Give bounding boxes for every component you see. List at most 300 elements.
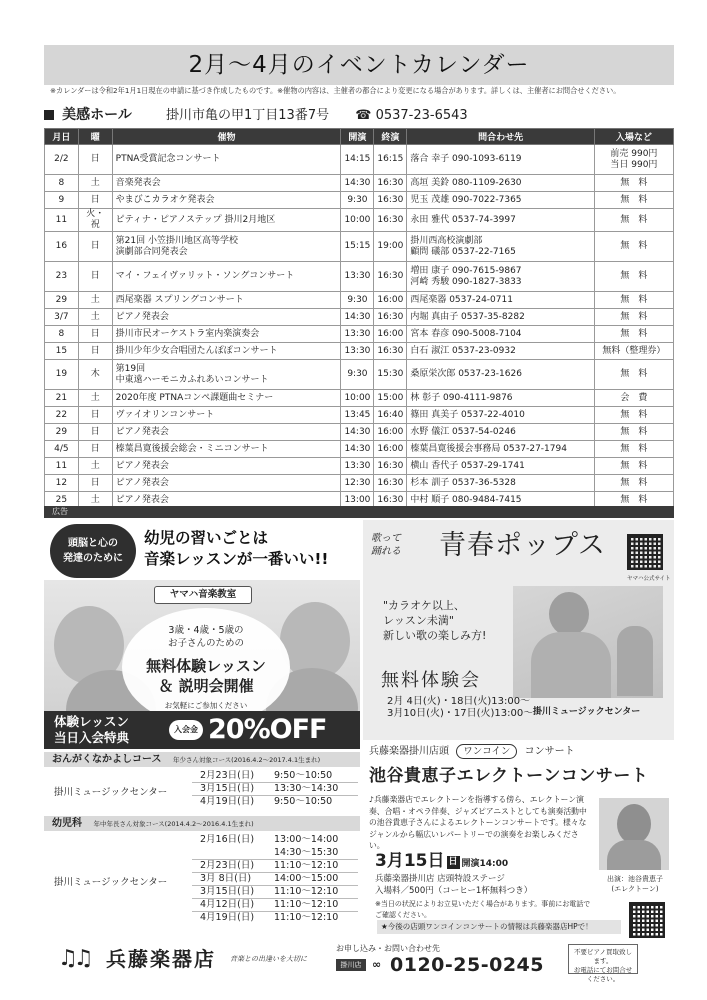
enroll-discount-banner bbox=[44, 711, 360, 749]
cell-event bbox=[112, 292, 341, 309]
cell-dow bbox=[78, 458, 112, 475]
cell-contact-text: 永田 雅代 0537-74-3997 bbox=[410, 214, 516, 225]
cell-start bbox=[341, 441, 374, 458]
row-divider bbox=[192, 782, 358, 783]
cell-fee bbox=[594, 145, 673, 175]
cell-start bbox=[341, 343, 374, 360]
cell-start-text: 9:30 bbox=[347, 294, 368, 305]
cell-date-text: 25 bbox=[55, 494, 68, 505]
cell-dow bbox=[78, 441, 112, 458]
cell-event-text: 2020年度 PTNAコンペ課題曲セミナー bbox=[115, 392, 274, 403]
cell-event bbox=[112, 232, 341, 262]
cell-end-text: 16:40 bbox=[377, 409, 404, 420]
cell-contact-text: 内堀 真由子 0537-35-8282 bbox=[410, 311, 525, 322]
cell-dow-text: 土 bbox=[90, 311, 100, 322]
cell-date bbox=[45, 343, 79, 360]
cell-fee bbox=[594, 192, 673, 209]
cell-end bbox=[374, 292, 407, 309]
schedule-date: 2月16日(日) bbox=[200, 834, 255, 845]
cell-contact bbox=[407, 407, 595, 424]
cell-end bbox=[374, 326, 407, 343]
table-row bbox=[45, 360, 674, 390]
cell-dow-text: 土 bbox=[90, 177, 100, 188]
branch-badge: 掛川店 bbox=[336, 959, 366, 971]
cell-date-text: 11 bbox=[55, 214, 68, 225]
cell-event bbox=[112, 475, 341, 492]
cell-start bbox=[341, 407, 374, 424]
cell-start bbox=[341, 175, 374, 192]
schedule-row bbox=[192, 860, 358, 873]
cell-date bbox=[45, 292, 79, 309]
cell-start bbox=[341, 145, 374, 175]
cell-contact bbox=[407, 232, 595, 262]
cell-start-text: 14:15 bbox=[344, 154, 371, 164]
cell-fee-text: 無 料 bbox=[620, 426, 648, 437]
cell-end-text: 19:00 bbox=[377, 241, 404, 251]
cell-start bbox=[341, 232, 374, 262]
square-bullet-icon bbox=[44, 110, 54, 120]
cell-contact bbox=[407, 360, 595, 390]
venue-phone: 0537-23-6543 bbox=[375, 108, 468, 123]
cell-dow bbox=[78, 424, 112, 441]
trial-date: 3月10日(火)・17日(火)13:00～ bbox=[387, 708, 534, 719]
phone-icon: ☎ bbox=[355, 108, 372, 123]
cell-contact-text: 落合 幸子 090-1093-6119 bbox=[410, 154, 522, 164]
yamaha-school-tag: ヤマハ音楽教室 bbox=[154, 586, 252, 604]
kids-photo bbox=[44, 580, 360, 730]
cell-start bbox=[341, 360, 374, 390]
cell-start-text: 13:30 bbox=[344, 328, 371, 339]
table-row bbox=[45, 441, 674, 458]
cell-date-text: 8 bbox=[58, 177, 65, 188]
cell-end bbox=[374, 262, 407, 292]
cell-fee-text: 無 料 bbox=[620, 294, 648, 305]
cell-date-text: 19 bbox=[55, 369, 68, 379]
cell-dow-text: 日 bbox=[90, 271, 100, 281]
cell-date bbox=[45, 309, 79, 326]
cell-date bbox=[45, 475, 79, 492]
cell-event-text: ピティナ・ピアノステップ 掛川2月地区 bbox=[115, 214, 276, 225]
free-lesson-circle bbox=[122, 608, 290, 726]
kicker-line: 歌って bbox=[371, 533, 401, 544]
cell-start bbox=[341, 475, 374, 492]
cell-event-text: 榛葉昌寛後援会総会・ミニコンサート bbox=[115, 443, 269, 454]
cell-start-text: 15:15 bbox=[344, 241, 371, 251]
concert-description: ♪兵藤楽器店でエレクトーンを指導する傍ら、エレクトーン演奏、合唱・オペラ伴奏、ジャズピアニストとしても演奏活動中の池谷貴恵子さんによるエレクトーンコンサートです。様々なジャンルから幅広いレパートリーでの演奏をお楽しみください。 bbox=[369, 795, 587, 850]
cell-date-text: 15 bbox=[55, 345, 68, 356]
cell-event-text: ピアノ発表会 bbox=[115, 460, 169, 471]
cell-start-text: 14:30 bbox=[344, 177, 371, 188]
cell-dow bbox=[78, 390, 112, 407]
cell-event-text: 掛川市民オーケストラ室内楽演奏会 bbox=[115, 328, 260, 339]
cell-fee bbox=[594, 309, 673, 326]
cell-event-text: 演劇部合同発表会 bbox=[115, 246, 188, 257]
start-time: 開演14:00 bbox=[461, 859, 509, 869]
cell-date-text: 23 bbox=[55, 271, 68, 281]
ad-headline bbox=[144, 528, 358, 570]
cell-end bbox=[374, 458, 407, 475]
cell-date-text: 8 bbox=[58, 328, 65, 339]
cell-start-text: 14:30 bbox=[344, 443, 371, 454]
schedule-time: 9:50～10:50 bbox=[274, 770, 333, 781]
cell-end-text: 16:30 bbox=[377, 311, 404, 322]
cell-dow-text: 木 bbox=[90, 369, 100, 379]
cell-start-text: 10:00 bbox=[344, 392, 371, 403]
cell-date bbox=[45, 390, 79, 407]
join-note: お気軽にご参加ください bbox=[164, 701, 248, 710]
cell-contact bbox=[407, 175, 595, 192]
cell-fee bbox=[594, 424, 673, 441]
cell-end-text: 16:00 bbox=[377, 294, 404, 305]
cell-start-text: 13:00 bbox=[344, 494, 371, 505]
cell-start bbox=[341, 309, 374, 326]
cell-event-text: 西尾楽器 スプリングコンサート bbox=[115, 294, 244, 305]
schedule-time: 13:30～14:30 bbox=[274, 783, 339, 794]
table-row bbox=[45, 262, 674, 292]
cell-dow bbox=[78, 262, 112, 292]
cell-start bbox=[341, 424, 374, 441]
cell-contact-text: 榛葉昌寛後援会事務局 0537-27-1794 bbox=[410, 443, 567, 454]
cell-event-text: ピアノ発表会 bbox=[115, 426, 169, 437]
cell-end-text: 15:00 bbox=[377, 392, 404, 403]
schedule-time: 11:10～12:10 bbox=[274, 899, 339, 910]
cell-contact-text: 中村 順子 080-9484-7415 bbox=[410, 494, 522, 505]
schedule-date: 3月15日(日) bbox=[200, 886, 255, 897]
table-row bbox=[45, 424, 674, 441]
qr-code-icon[interactable] bbox=[627, 534, 663, 570]
cell-event-text: PTNA受賞記念コンサート bbox=[115, 154, 221, 164]
contact-label: お申し込み・お問い合わせ先 bbox=[336, 944, 440, 953]
course-target: 年中年長さん対象コース(2014.4.2～2016.4.1生まれ) bbox=[93, 820, 254, 828]
cell-fee bbox=[594, 175, 673, 192]
age-text: 3歳・4歳・5歳の bbox=[168, 625, 244, 636]
cell-start bbox=[341, 209, 374, 232]
cell-end bbox=[374, 175, 407, 192]
concert-fee: 入場料／500円（コーヒー1杯無料つき） bbox=[375, 886, 533, 896]
free-dial-number[interactable]: 0120-25-0245 bbox=[390, 954, 544, 976]
discount-text: 20%OFF bbox=[208, 714, 327, 745]
cell-contact-text: 高垣 美鈴 080-1109-2630 bbox=[410, 177, 522, 188]
cell-end bbox=[374, 441, 407, 458]
trial-date: 2月 4日(火)・18日(火)13:00～ bbox=[387, 696, 531, 707]
cell-dow-text: 土 bbox=[90, 294, 100, 305]
cell-event-text: 第21回 小笠掛川地区高等学校 bbox=[115, 235, 238, 246]
cell-event bbox=[112, 441, 341, 458]
cell-date-text: 2/2 bbox=[54, 154, 69, 164]
table-row bbox=[45, 292, 674, 309]
cell-contact-text: 杉本 訓子 0537-36-5328 bbox=[410, 477, 516, 488]
cell-end-text: 16:15 bbox=[377, 154, 404, 164]
age-text: お子さんのための bbox=[167, 638, 244, 649]
cell-date-text: 12 bbox=[55, 477, 68, 488]
cell-contact-text: 水野 儀江 0537-54-0246 bbox=[410, 426, 516, 437]
cell-contact-text: 児玉 茂雄 090-7022-7365 bbox=[410, 194, 522, 205]
cell-end bbox=[374, 407, 407, 424]
schedule-date: 4月12日(日) bbox=[200, 899, 255, 910]
cell-date-text: 3/7 bbox=[54, 311, 69, 322]
buyback-line: 不要ピアノ買取致します。 bbox=[574, 948, 632, 965]
qr-code-icon[interactable] bbox=[629, 902, 665, 938]
cell-start bbox=[341, 458, 374, 475]
bubble-line: 頭脳と心の bbox=[68, 538, 118, 549]
cell-start-text: 12:30 bbox=[344, 477, 371, 488]
course-heading bbox=[44, 816, 360, 831]
table-row bbox=[45, 209, 674, 232]
cell-event bbox=[112, 360, 341, 390]
cell-event-text: マイ・フェイヴァリット・ソングコンサート bbox=[115, 271, 295, 281]
electone-concert-ad bbox=[363, 742, 674, 942]
cell-contact-text: 宮本 春彦 090-5008-7104 bbox=[410, 328, 522, 339]
cell-event bbox=[112, 145, 341, 175]
col-header-event: 催物 bbox=[112, 129, 341, 145]
cell-date bbox=[45, 360, 79, 390]
table-header-row bbox=[45, 129, 674, 145]
cell-contact bbox=[407, 262, 595, 292]
cell-end-text: 16:30 bbox=[377, 214, 404, 225]
cell-end-text: 16:30 bbox=[377, 194, 404, 205]
cell-contact bbox=[407, 309, 595, 326]
headline-line: 幼児の習いごとは bbox=[144, 529, 269, 547]
cell-fee-text: 無 料 bbox=[620, 241, 648, 251]
cell-fee-text: 無 料 bbox=[620, 328, 648, 339]
cell-contact bbox=[407, 292, 595, 309]
cell-start-text: 9:30 bbox=[347, 194, 368, 205]
piano-buyback-note bbox=[568, 944, 638, 983]
day-badge: 日 bbox=[448, 857, 458, 867]
cell-contact bbox=[407, 326, 595, 343]
col-header-fee: 入場など bbox=[594, 129, 673, 145]
schedule-date: 4月19日(日) bbox=[200, 796, 255, 807]
music-notes-icon: ♫♫ bbox=[58, 946, 90, 971]
cell-fee-text: 無 料 bbox=[620, 369, 648, 379]
cell-end bbox=[374, 390, 407, 407]
cell-fee-text: 無料（整理券） bbox=[602, 345, 666, 356]
cell-dow bbox=[78, 145, 112, 175]
table-row bbox=[45, 407, 674, 424]
cell-start-text: 13:30 bbox=[344, 271, 371, 281]
cell-start-text: 10:00 bbox=[344, 214, 371, 225]
cell-dow-text: 日 bbox=[90, 409, 100, 420]
cell-fee bbox=[594, 326, 673, 343]
cell-dow-text: 土 bbox=[90, 494, 100, 505]
cell-fee bbox=[594, 475, 673, 492]
cell-end-text: 16:00 bbox=[377, 328, 404, 339]
cell-event bbox=[112, 175, 341, 192]
cell-date bbox=[45, 192, 79, 209]
free-dial-icon: ∞ bbox=[372, 958, 382, 971]
cell-end bbox=[374, 360, 407, 390]
cell-fee-text: 前売 990円 bbox=[610, 148, 658, 159]
headline-line: 音楽レッスンが一番いい!! bbox=[144, 550, 329, 568]
cell-event bbox=[112, 390, 341, 407]
schedule-row bbox=[192, 783, 358, 796]
calendar-title: 2月～4月のイベントカレンダー bbox=[44, 45, 674, 85]
brand-footer bbox=[58, 944, 378, 974]
row-divider bbox=[192, 898, 358, 899]
cell-contact-text: 林 彰子 090-4111-9876 bbox=[410, 392, 513, 403]
cell-dow-text: 土 bbox=[90, 392, 100, 403]
course-schedule bbox=[44, 832, 360, 928]
seishun-pops-ad bbox=[363, 520, 674, 740]
kicker-text: 兵藤楽器掛川店頭 bbox=[369, 746, 449, 757]
course-venue: 掛川ミュージックセンター bbox=[54, 787, 168, 798]
cell-start-text: 9:30 bbox=[347, 369, 368, 379]
concert-note: ※当日の状況によりお立見いただく場合があります。事前にお電話でご確認ください。 bbox=[375, 900, 591, 919]
cell-dow bbox=[78, 175, 112, 192]
cell-dow-text: 日 bbox=[90, 328, 100, 339]
cell-date-text: 9 bbox=[58, 194, 65, 205]
schedule-time: 11:10～12:10 bbox=[274, 912, 339, 923]
cell-end bbox=[374, 309, 407, 326]
cell-fee bbox=[594, 262, 673, 292]
table-row bbox=[45, 192, 674, 209]
cell-fee bbox=[594, 232, 673, 262]
cell-contact bbox=[407, 390, 595, 407]
cell-dow bbox=[78, 326, 112, 343]
cell-start bbox=[341, 292, 374, 309]
cell-date bbox=[45, 326, 79, 343]
cell-end-text: 15:30 bbox=[377, 369, 404, 379]
cell-fee bbox=[594, 343, 673, 360]
venue-address: 掛川市亀の甲1丁目13番7号 bbox=[166, 108, 330, 123]
table-row bbox=[45, 326, 674, 343]
cell-end bbox=[374, 475, 407, 492]
cell-fee bbox=[594, 360, 673, 390]
cell-start bbox=[341, 192, 374, 209]
schedule-time: 14:00～15:00 bbox=[274, 873, 339, 884]
table-row bbox=[45, 475, 674, 492]
course-venue: 掛川ミュージックセンター bbox=[54, 877, 168, 888]
cell-date bbox=[45, 407, 79, 424]
schedule-row bbox=[192, 912, 358, 925]
schedule-row bbox=[192, 770, 358, 783]
cell-date-text: 29 bbox=[55, 426, 68, 437]
free-lesson-line: ＆ 説明会開催 bbox=[158, 677, 254, 695]
buyback-line: お電話にてお問合せください。 bbox=[573, 966, 633, 983]
cell-fee bbox=[594, 209, 673, 232]
cell-date bbox=[45, 441, 79, 458]
brand-name: 兵藤楽器店 bbox=[106, 947, 216, 971]
cell-fee bbox=[594, 390, 673, 407]
cell-event bbox=[112, 458, 341, 475]
col-header-end: 終演 bbox=[374, 129, 407, 145]
cell-start bbox=[341, 390, 374, 407]
cell-start bbox=[341, 326, 374, 343]
trial-venue: 掛川ミュージックセンター bbox=[533, 707, 641, 717]
singer-body bbox=[531, 632, 611, 698]
cell-event bbox=[112, 407, 341, 424]
schedule-row bbox=[192, 899, 358, 912]
ad-section-label: 広告 bbox=[44, 506, 674, 518]
schedule-date: 2月23日(日) bbox=[200, 860, 255, 871]
cell-end bbox=[374, 343, 407, 360]
col-header-contact: 問合わせ先 bbox=[407, 129, 595, 145]
cell-start bbox=[341, 262, 374, 292]
cell-fee-text: 無 料 bbox=[620, 194, 648, 205]
singer-head bbox=[549, 592, 589, 636]
cell-contact-text: 篠田 真美子 0537-22-4010 bbox=[410, 409, 525, 420]
course-heading bbox=[44, 752, 360, 767]
cell-contact-text: 白石 淑江 0537-23-0932 bbox=[410, 345, 516, 356]
cell-fee-text: 無 料 bbox=[620, 494, 648, 505]
tagline-line: 新しい歌の楽しみ方! bbox=[383, 629, 487, 642]
course-name: 幼児科 bbox=[52, 818, 82, 829]
trial-text bbox=[54, 714, 129, 746]
performer-head bbox=[617, 804, 651, 844]
performer-body bbox=[607, 840, 661, 870]
schedule-time: 11:10～12:10 bbox=[274, 860, 339, 871]
schedule-date: 4月19日(日) bbox=[200, 912, 255, 923]
col-header-start: 開演 bbox=[341, 129, 374, 145]
free-lesson-text bbox=[122, 656, 290, 696]
contact-bar bbox=[336, 944, 566, 974]
cell-dow-text: 日 bbox=[90, 477, 100, 488]
trial-line: 体験レッスン bbox=[54, 714, 129, 729]
cell-date bbox=[45, 209, 79, 232]
cell-dow-text: 火・祝 bbox=[86, 209, 105, 230]
table-row bbox=[45, 390, 674, 407]
bubble-line: 発達のために bbox=[63, 553, 123, 564]
schedule-row bbox=[192, 847, 358, 860]
cell-event-text: ピアノ発表会 bbox=[115, 477, 169, 488]
man-figure bbox=[617, 626, 653, 696]
calendar-notice: ※カレンダーは令和2年1月1日現在の申請に基づき作成したものです。※催物の内容は、主催者の都合により変更になる場合があります。詳しくは、主催者にお問合せください。 bbox=[50, 86, 621, 95]
cell-end bbox=[374, 424, 407, 441]
cell-fee-text: 無 料 bbox=[620, 177, 648, 188]
onecoin-info-note: ★今後の店頭ワンコインコンサートの情報は兵藤楽器店HPで！ bbox=[377, 920, 621, 934]
schedule-time: 14:30～15:30 bbox=[274, 847, 339, 858]
cell-start-text: 13:30 bbox=[344, 345, 371, 356]
concert-title: 池谷貴恵子エレクトーンコンサート bbox=[369, 766, 649, 786]
cell-event-text: ヴァイオリンコンサート bbox=[115, 409, 215, 420]
cell-event-text: 音楽発表会 bbox=[115, 177, 161, 188]
cell-date bbox=[45, 145, 79, 175]
qr-caption: ヤマハ公式サイト bbox=[627, 576, 671, 582]
cell-contact bbox=[407, 192, 595, 209]
cell-event-text: ピアノ発表会 bbox=[115, 311, 169, 322]
cell-contact-text: 掛川西高校演劇部 bbox=[410, 235, 483, 246]
event-calendar-table bbox=[44, 128, 674, 509]
table-row bbox=[45, 145, 674, 175]
venue-name: 美感ホール bbox=[62, 107, 132, 123]
tagline-line: レッスン未満" bbox=[383, 614, 454, 627]
caption-line: (エレクトーン) bbox=[611, 885, 659, 893]
cell-fee-text: 無 料 bbox=[620, 271, 648, 281]
cell-fee-text: 無 料 bbox=[620, 460, 648, 471]
cell-contact-text: 横山 香代子 0537-29-1741 bbox=[410, 460, 525, 471]
col-header-dow: 曜 bbox=[78, 129, 112, 145]
cell-end-text: 16:00 bbox=[377, 443, 404, 454]
cell-dow-text: 日 bbox=[90, 443, 100, 454]
cell-contact bbox=[407, 209, 595, 232]
tagline-line: "カラオケ以上、 bbox=[383, 599, 465, 612]
schedule-date: 3月 8日(日) bbox=[200, 873, 252, 884]
cell-event-text: やまびこカラオケ発表会 bbox=[115, 194, 215, 205]
cell-end-text: 16:30 bbox=[377, 345, 404, 356]
cell-fee-text: 無 料 bbox=[620, 214, 648, 225]
cell-dow-text: 日 bbox=[90, 345, 100, 356]
schedule-row bbox=[192, 796, 358, 809]
cell-dow bbox=[78, 292, 112, 309]
tagline bbox=[383, 598, 486, 643]
schedule-row bbox=[192, 886, 358, 899]
performer-caption bbox=[595, 874, 675, 894]
cell-dow bbox=[78, 209, 112, 232]
cell-event-text: 中東遠ハーモニカふれあいコンサート bbox=[115, 374, 269, 385]
cell-dow-text: 日 bbox=[90, 154, 100, 164]
cell-event bbox=[112, 192, 341, 209]
cell-end-text: 16:30 bbox=[377, 494, 404, 505]
